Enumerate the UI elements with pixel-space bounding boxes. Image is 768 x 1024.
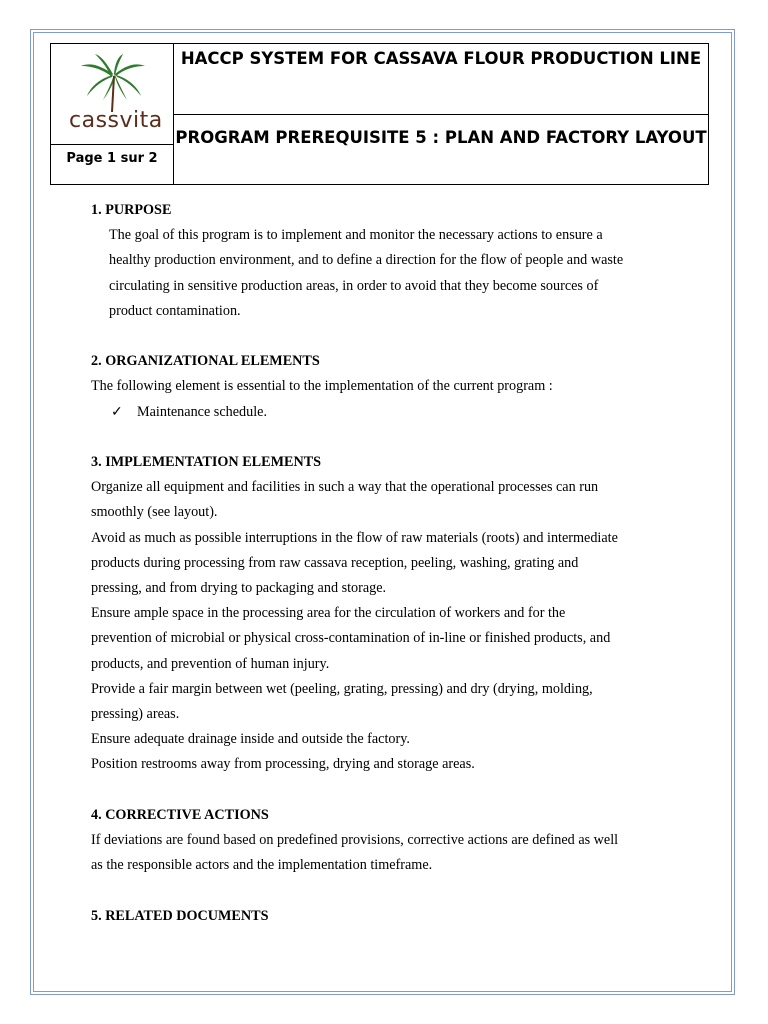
section-heading-organizational: 2. ORGANIZATIONAL ELEMENTS [91, 353, 320, 370]
implementation-line: Ensure ample space in the processing area for the circulation of workers and for the [91, 605, 566, 622]
document-body [91, 198, 691, 929]
implementation-line: prevention of microbial or physical cross-contamination of in-line or finished products, and [91, 630, 611, 647]
page-number: Page 1 sur 2 [51, 144, 174, 185]
section-heading-purpose: 1. PURPOSE [91, 202, 172, 218]
palm-tree-icon [51, 44, 174, 114]
document-title: HACCP SYSTEM FOR CASSAVA FLOUR PRODUCTION LINE [174, 44, 708, 115]
logo-wordmark: cassvita [69, 108, 163, 133]
checklist-item-label: Maintenance schedule. [137, 403, 267, 420]
implementation-line: smoothly (see layout). [91, 504, 218, 521]
corrective-line: as the responsible actors and the implementation timeframe. [91, 857, 433, 874]
implementation-line: products, and prevention of human injury. [91, 655, 330, 672]
checklist-item [91, 400, 691, 425]
purpose-line: healthy production environment, and to define a direction for the flow of people and waste [109, 252, 624, 269]
section-heading-related: 5. RELATED DOCUMENTS [91, 907, 269, 924]
organizational-intro: The following element is essential to the implementation of the current program : [91, 378, 553, 395]
implementation-line: products during processing from raw cassava reception, peeling, washing, grating and [91, 554, 579, 571]
implementation-line: pressing, and from drying to packaging and storage. [91, 580, 387, 597]
purpose-line: circulating in sensitive production areas, in order to avoid that they become sources of [109, 277, 599, 294]
implementation-line: Provide a fair margin between wet (peeling, grating, pressing) and dry (drying, molding, [91, 680, 593, 697]
implementation-line: Ensure adequate drainage inside and outside the factory. [91, 731, 410, 748]
purpose-line: product contamination. [109, 302, 241, 319]
implementation-line: pressing) areas. [91, 706, 180, 723]
implementation-line: Organize all equipment and facilities in such a way that the operational processes can run [91, 479, 599, 496]
document-subtitle: PROGRAM PREREQUISITE 5 : PLAN AND FACTORY LAYOUT [175, 128, 707, 147]
document-header [50, 43, 709, 185]
section-heading-corrective: 4. CORRECTIVE ACTIONS [91, 806, 269, 823]
logo-cell [51, 44, 174, 144]
implementation-line: Position restrooms away from processing, drying and storage areas. [91, 756, 475, 773]
purpose-line: The goal of this program is to implement and monitor the necessary actions to ensure a [109, 227, 603, 244]
corrective-line: If deviations are found based on predefined provisions, corrective actions are defined as well [91, 832, 619, 849]
section-heading-implementation: 3. IMPLEMENTATION ELEMENTS [91, 454, 322, 470]
implementation-line: Avoid as much as possible interruptions in the flow of raw materials (roots) and intermediate [91, 529, 618, 546]
checkmark-icon: ✓ [111, 403, 123, 420]
